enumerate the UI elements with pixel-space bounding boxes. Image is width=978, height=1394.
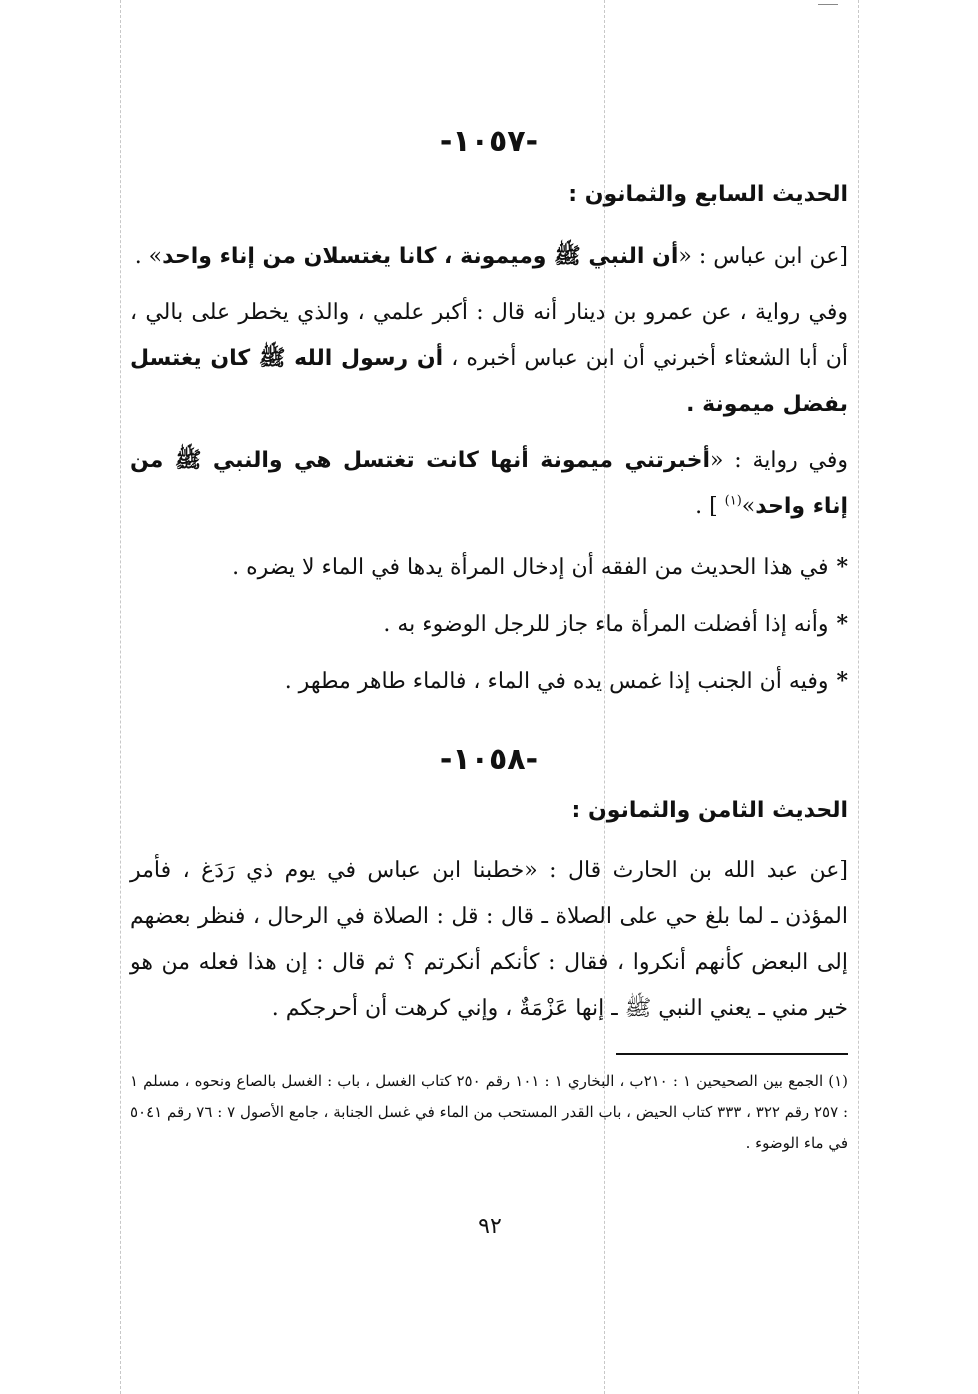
hadith-1057-text bbox=[130, 234, 848, 280]
hadith-1058-heading: الحديث الثامن والثمانون : bbox=[571, 798, 848, 823]
narration-2-quote: أن رسول الله ﷺ كان يغتسل بفضل ميمونة . bbox=[130, 346, 848, 417]
bullet-mark: * bbox=[836, 611, 848, 637]
hadith-1057-narration-2 bbox=[130, 290, 848, 428]
hadith-1057-quote: أن النبي ﷺ وميمونة ، كانا يغتسلان من إناء واحد bbox=[162, 244, 679, 269]
footnote-1: (١) الجمع بين الصحيحين ١ : ٢١٠ب ، البخاري ١ : ١٠١ رقم ٢٥٠ كتاب الغسل ، باب : الغسل بالصاع ونحوه ، مسلم ١ : ٢٥٧ رقم ٣٢٢ ، ٣٣٣ كتاب الحيض ، باب القدر المستحب من الماء في غسل الجنابة ، جامع الأصول ٧ : ٧٦ رقم ٥٠٤١ في ماء الوضوء . bbox=[130, 1072, 849, 1152]
hadith-1057-heading: الحديث السابع والثمانون : bbox=[568, 182, 848, 207]
hadith-1058-section bbox=[130, 796, 848, 1032]
fiqh-note-2 bbox=[130, 609, 848, 640]
fiqh-note-text: وفيه أن الجنب إذا غمس يده في الماء ، فالماء طاهر مطهر . bbox=[284, 669, 829, 694]
footnote-separator bbox=[616, 1053, 848, 1055]
narration-2-intro: وفي رواية ، عن عمرو بن دينار أنه قال : أكبر علمي ، والذي يخطر على بالي ، أن أبا الشعثاء أخبرني أن ابن عباس أخبره ، bbox=[130, 300, 849, 371]
bullet-mark: * bbox=[836, 554, 848, 580]
hadith-number-1058: -١٠٥٨- bbox=[439, 742, 539, 777]
footnote-reference[interactable]: (١) bbox=[724, 493, 742, 509]
scan-guide-line bbox=[120, 0, 121, 1394]
hadith-1057-narration-3 bbox=[130, 438, 848, 530]
narration-3-intro: وفي رواية : « bbox=[710, 448, 849, 473]
hadith-1057-intro: [عن ابن عباس : « bbox=[678, 244, 848, 269]
hadith-1058-text: [عن عبد الله بن الحارث قال : «خطبنا ابن عباس في يوم ذي رَدَغ ، فأمر المؤذن ـ لما بلغ حي على الصلاة ـ قال : قل : الصلاة في الرحال ، فنظر بعضهم إلى البعض كأنهم أنكروا ، فقال : كأنكم أنكرتم ؟ ثم قال : إن هذا فعله من هو خير مني ـ يعني النبي ﷺ ـ إنها عَزْمَةٌ ، وإني كرهت أن أحرجكم . bbox=[130, 858, 848, 1021]
scan-guide-line bbox=[858, 0, 859, 1394]
hadith-1057-quote-close: » . bbox=[134, 244, 163, 269]
bullet-mark: * bbox=[836, 668, 848, 694]
fiqh-note-text: وأنه إذا أفضلت المرأة ماء جاز للرجل الوضوء به . bbox=[383, 612, 829, 637]
narration-3-quote: أخبرتني ميمونة أنها كانت تغتسل هي والنبي ﷺ من إناء واحد bbox=[130, 448, 848, 519]
fiqh-note-1 bbox=[130, 552, 848, 583]
top-edge-mark bbox=[818, 4, 838, 5]
hadith-1057-section bbox=[130, 180, 848, 697]
page-number: ٩٢ bbox=[478, 1214, 502, 1239]
narration-3-end: ] . bbox=[695, 494, 725, 519]
fiqh-note-3 bbox=[130, 666, 848, 697]
hadith-number-1057: -١٠٥٧- bbox=[439, 124, 539, 159]
narration-3-quote-close: » bbox=[741, 494, 756, 519]
fiqh-note-text: في هذا الحديث من الفقه أن إدخال المرأة يدها في الماء لا يضره . bbox=[232, 555, 829, 580]
